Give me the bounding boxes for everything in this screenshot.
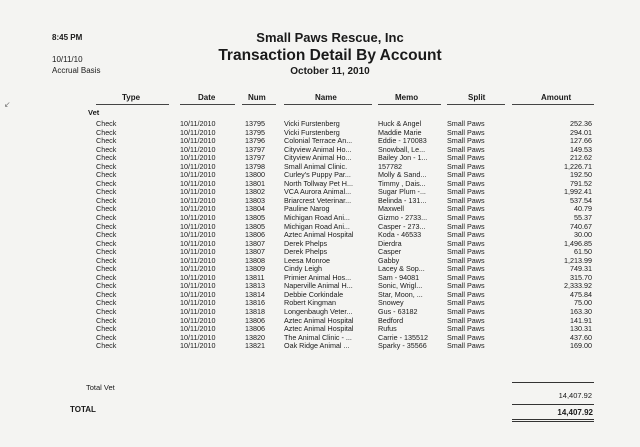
category-vet: Vet	[88, 108, 100, 117]
header-underline	[447, 104, 505, 105]
report-title: Transaction Detail By Account	[218, 47, 442, 64]
cell-split: Small Paws	[447, 204, 485, 214]
cell-split: Small Paws	[447, 238, 485, 248]
cell-type: Check	[96, 136, 117, 146]
header-underline	[378, 104, 441, 105]
total-double-rule-2	[512, 421, 594, 422]
cell-date: 10/11/2010	[180, 204, 216, 214]
cell-num: 13808	[245, 255, 265, 265]
total-vet-amount: 14,407.92	[558, 391, 592, 400]
cell-name: Aztec Animal Hospital	[284, 325, 354, 334]
col-header-split: Split	[468, 93, 486, 102]
cell-split: Small Paws	[447, 315, 485, 325]
cell-date: 10/11/2010	[180, 281, 216, 291]
cell-type: Check	[96, 153, 117, 163]
margin-mark: ↙	[4, 100, 11, 109]
cell-date: 10/11/2010	[180, 307, 216, 317]
transaction-rows	[0, 120, 640, 351]
cell-date: 10/11/2010	[180, 341, 216, 351]
cell-date: 10/11/2010	[180, 272, 216, 282]
cell-type: Check	[96, 213, 117, 223]
cell-split: Small Paws	[447, 221, 485, 231]
header-underline	[512, 104, 594, 105]
cell-date: 10/11/2010	[180, 289, 216, 299]
cell-type: Check	[96, 332, 117, 342]
report-date: October 11, 2010	[290, 66, 370, 77]
cell-name: Leesa Monroe	[284, 256, 330, 265]
cell-memo: Bailey Jon - 1...	[378, 154, 428, 163]
cell-amount: 252.36	[570, 119, 592, 128]
cell-date: 10/11/2010	[180, 255, 216, 265]
cell-num: 13813	[245, 281, 265, 291]
cell-num: 13809	[245, 264, 265, 274]
cell-memo: Dierdra	[378, 239, 402, 248]
cell-date: 10/11/2010	[180, 230, 216, 240]
cell-num: 13804	[245, 204, 265, 214]
cell-type: Check	[96, 161, 117, 171]
cell-split: Small Paws	[447, 178, 485, 188]
cell-type: Check	[96, 195, 117, 205]
cell-date: 10/11/2010	[180, 136, 216, 146]
total-rule	[512, 404, 594, 405]
cell-amount: 294.01	[570, 127, 592, 137]
cell-split: Small Paws	[447, 298, 485, 308]
print-date: 10/11/10	[52, 55, 83, 64]
cell-memo: Star, Moon, ...	[378, 290, 423, 299]
cell-name: Robert Kingman	[284, 299, 336, 308]
cell-num: 13800	[245, 170, 265, 180]
cell-name: Oak Ridge Animal ...	[284, 342, 350, 351]
cell-num: 13798	[245, 161, 265, 171]
cell-memo: Sonic, Wrigl...	[378, 282, 423, 291]
cell-name: Aztec Animal Hospital	[284, 316, 354, 325]
cell-num: 13806	[245, 230, 265, 240]
cell-amount: 149.53	[570, 144, 592, 154]
cell-num: 13806	[245, 324, 265, 334]
total-amount: 14,407.92	[557, 408, 593, 417]
cell-num: 13807	[245, 247, 265, 257]
cell-amount: 1,496.85	[564, 238, 592, 248]
cell-type: Check	[96, 289, 117, 299]
total-vet-label: Total Vet	[86, 383, 115, 392]
cell-name: Cindy Leigh	[284, 265, 322, 274]
cell-num: 13805	[245, 213, 265, 223]
cell-amount: 537.54	[570, 195, 592, 205]
cell-date: 10/11/2010	[180, 195, 216, 205]
col-header-date: Date	[198, 93, 216, 102]
cell-memo: Carrie - 135512	[378, 333, 428, 342]
cell-date: 10/11/2010	[180, 178, 216, 188]
cell-num: 13806	[245, 315, 265, 325]
cell-memo: 157782	[378, 162, 402, 171]
cell-type: Check	[96, 178, 117, 188]
cell-memo: Gabby	[378, 256, 400, 265]
cell-type: Check	[96, 272, 117, 282]
cell-date: 10/11/2010	[180, 315, 216, 325]
cell-date: 10/11/2010	[180, 238, 216, 248]
table-row	[0, 342, 640, 351]
cell-num: 13796	[245, 136, 265, 146]
cell-amount: 141.91	[570, 315, 592, 325]
cell-name: Small Animal Clinic.	[284, 162, 348, 171]
cell-date: 10/11/2010	[180, 144, 216, 154]
cell-split: Small Paws	[447, 332, 485, 342]
cell-memo: Sam - 94081	[378, 273, 420, 282]
cell-num: 13801	[245, 178, 265, 188]
cell-num: 13820	[245, 332, 265, 342]
cell-date: 10/11/2010	[180, 187, 216, 197]
cell-split: Small Paws	[447, 324, 485, 334]
cell-amount: 40.79	[574, 204, 592, 214]
cell-amount: 192.50	[570, 170, 592, 180]
cell-date: 10/11/2010	[180, 221, 216, 231]
cell-split: Small Paws	[447, 281, 485, 291]
cell-split: Small Paws	[447, 264, 485, 274]
cell-split: Small Paws	[447, 170, 485, 180]
cell-memo: Gizmo - 2733...	[378, 214, 428, 223]
cell-name: Vicki Furstenberg	[284, 120, 340, 128]
cell-memo: Bedford	[378, 316, 404, 325]
cell-name: Briarcrest Veterinar...	[284, 196, 352, 205]
cell-date: 10/11/2010	[180, 161, 216, 171]
cell-memo: Timmy , Dais...	[378, 179, 426, 188]
cell-num: 13802	[245, 187, 265, 197]
cell-split: Small Paws	[447, 127, 485, 137]
cell-amount: 75.00	[574, 298, 592, 308]
cell-name: Debbie Corkindale	[284, 290, 344, 299]
cell-name: Derek Phelps	[284, 239, 328, 248]
cell-num: 13807	[245, 238, 265, 248]
cell-split: Small Paws	[447, 289, 485, 299]
cell-type: Check	[96, 247, 117, 257]
cell-memo: Gus - 63182	[378, 308, 418, 317]
cell-split: Small Paws	[447, 307, 485, 317]
cell-amount: 749.31	[570, 264, 592, 274]
cell-name: Primier Animal Hos...	[284, 273, 352, 282]
cell-amount: 315.70	[570, 272, 592, 282]
cell-name: Pauline Narog	[284, 205, 330, 214]
cell-type: Check	[96, 281, 117, 291]
company-name: Small Paws Rescue, Inc	[256, 30, 404, 45]
cell-num: 13816	[245, 298, 265, 308]
cell-memo: Eddie - 170083	[378, 137, 427, 146]
cell-date: 10/11/2010	[180, 170, 216, 180]
cell-name: Derek Phelps	[284, 248, 328, 257]
cell-split: Small Paws	[447, 341, 485, 351]
cell-split: Small Paws	[447, 247, 485, 257]
cell-memo: Molly & Sand...	[378, 171, 427, 180]
cell-type: Check	[96, 204, 117, 214]
cell-type: Check	[96, 127, 117, 137]
accounting-basis: Accrual Basis	[52, 66, 101, 75]
cell-type: Check	[96, 170, 117, 180]
cell-type: Check	[96, 144, 117, 154]
cell-name: Longenbaugh Veter...	[284, 308, 353, 317]
cell-amount: 1,992.41	[564, 187, 592, 197]
cell-memo: Koda - 46533	[378, 231, 422, 240]
cell-num: 13795	[245, 127, 265, 137]
subtotal-rule	[512, 382, 594, 383]
cell-name: Cityview Animal Ho...	[284, 145, 352, 154]
cell-memo: Maddie Marie	[378, 128, 422, 137]
cell-num: 13821	[245, 341, 265, 351]
total-label: TOTAL	[70, 405, 96, 414]
cell-date: 10/11/2010	[180, 298, 216, 308]
col-header-name: Name	[315, 93, 337, 102]
cell-type: Check	[96, 230, 117, 240]
cell-name: VCA Aurora Animal...	[284, 188, 352, 197]
cell-split: Small Paws	[447, 230, 485, 240]
cell-name: Colonial Terrace An...	[284, 137, 353, 146]
cell-num: 13805	[245, 221, 265, 231]
total-double-rule-1	[512, 419, 594, 420]
cell-name: Vicki Furstenberg	[284, 128, 340, 137]
header-underline	[180, 104, 235, 105]
print-time: 8:45 PM	[52, 33, 83, 42]
cell-memo: Snowball, Le...	[378, 145, 426, 154]
cell-amount: 212.62	[570, 153, 592, 163]
cell-name: The Animal Clinic - ...	[284, 333, 352, 342]
cell-memo: Sugar Plum -...	[378, 188, 426, 197]
cell-type: Check	[96, 307, 117, 317]
cell-type: Check	[96, 324, 117, 334]
cell-num: 13818	[245, 307, 265, 317]
cell-name: Naperville Animal H...	[284, 282, 353, 291]
cell-amount: 130.31	[570, 324, 592, 334]
cell-type: Check	[96, 264, 117, 274]
cell-memo: Casper - 273...	[378, 222, 426, 231]
cell-amount: 740.67	[570, 221, 592, 231]
cell-type: Check	[96, 315, 117, 325]
cell-memo: Snowey	[378, 299, 404, 308]
cell-memo: Belinda - 131...	[378, 196, 427, 205]
cell-memo: Lacey & Sop...	[378, 265, 425, 274]
cell-type: Check	[96, 238, 117, 248]
cell-name: Aztec Animal Hospital	[284, 231, 354, 240]
cell-date: 10/11/2010	[180, 264, 216, 274]
cell-name: North Tollway Pet H...	[284, 179, 353, 188]
cell-amount: 55.37	[574, 213, 592, 223]
col-header-num: Num	[248, 93, 266, 102]
cell-type: Check	[96, 341, 117, 351]
cell-split: Small Paws	[447, 195, 485, 205]
cell-num: 13797	[245, 144, 265, 154]
cell-memo: Rufus	[378, 325, 397, 334]
cell-split: Small Paws	[447, 161, 485, 171]
cell-amount: 30.00	[574, 230, 592, 240]
cell-date: 10/11/2010	[180, 153, 216, 163]
header-underline	[96, 104, 169, 105]
col-header-memo: Memo	[395, 93, 419, 102]
cell-num: 13814	[245, 289, 265, 299]
cell-type: Check	[96, 187, 117, 197]
cell-split: Small Paws	[447, 119, 485, 128]
cell-amount: 475.84	[570, 289, 592, 299]
cell-split: Small Paws	[447, 187, 485, 197]
cell-amount: 1,213.99	[564, 255, 592, 265]
cell-num: 13795	[245, 119, 265, 128]
cell-num: 13803	[245, 195, 265, 205]
cell-date: 10/11/2010	[180, 324, 216, 334]
cell-split: Small Paws	[447, 153, 485, 163]
cell-split: Small Paws	[447, 272, 485, 282]
cell-name: Michigan Road Ani...	[284, 222, 350, 231]
cell-amount: 61.50	[574, 247, 592, 257]
cell-date: 10/11/2010	[180, 119, 216, 128]
cell-split: Small Paws	[447, 136, 485, 146]
cell-date: 10/11/2010	[180, 247, 216, 257]
cell-num: 13811	[245, 272, 265, 282]
cell-name: Michigan Road Ani...	[284, 214, 350, 223]
cell-amount: 163.30	[570, 307, 592, 317]
cell-memo: Maxwell	[378, 205, 404, 214]
cell-memo: Huck & Angel	[378, 120, 422, 128]
cell-type: Check	[96, 298, 117, 308]
cell-memo: Casper	[378, 248, 402, 257]
cell-amount: 169.00	[570, 341, 592, 351]
header-underline	[284, 104, 372, 105]
cell-memo: Sparky - 35566	[378, 342, 427, 351]
cell-split: Small Paws	[447, 144, 485, 154]
cell-date: 10/11/2010	[180, 213, 216, 223]
cell-type: Check	[96, 255, 117, 265]
cell-amount: 127.66	[570, 136, 592, 146]
cell-split: Small Paws	[447, 213, 485, 223]
col-header-type: Type	[122, 93, 141, 102]
cell-type: Check	[96, 119, 117, 128]
header-underline	[242, 104, 276, 105]
cell-date: 10/11/2010	[180, 127, 216, 137]
cell-amount: 437.60	[570, 332, 592, 342]
cell-date: 10/11/2010	[180, 332, 216, 342]
cell-amount: 1,226.71	[564, 161, 592, 171]
cell-type: Check	[96, 221, 117, 231]
cell-name: Curley's Puppy Par...	[284, 171, 351, 180]
col-header-amount: Amount	[541, 93, 572, 102]
cell-num: 13797	[245, 153, 265, 163]
cell-amount: 2,333.92	[564, 281, 592, 291]
cell-amount: 791.52	[570, 178, 592, 188]
cell-split: Small Paws	[447, 255, 485, 265]
cell-name: Cityview Animal Ho...	[284, 154, 352, 163]
